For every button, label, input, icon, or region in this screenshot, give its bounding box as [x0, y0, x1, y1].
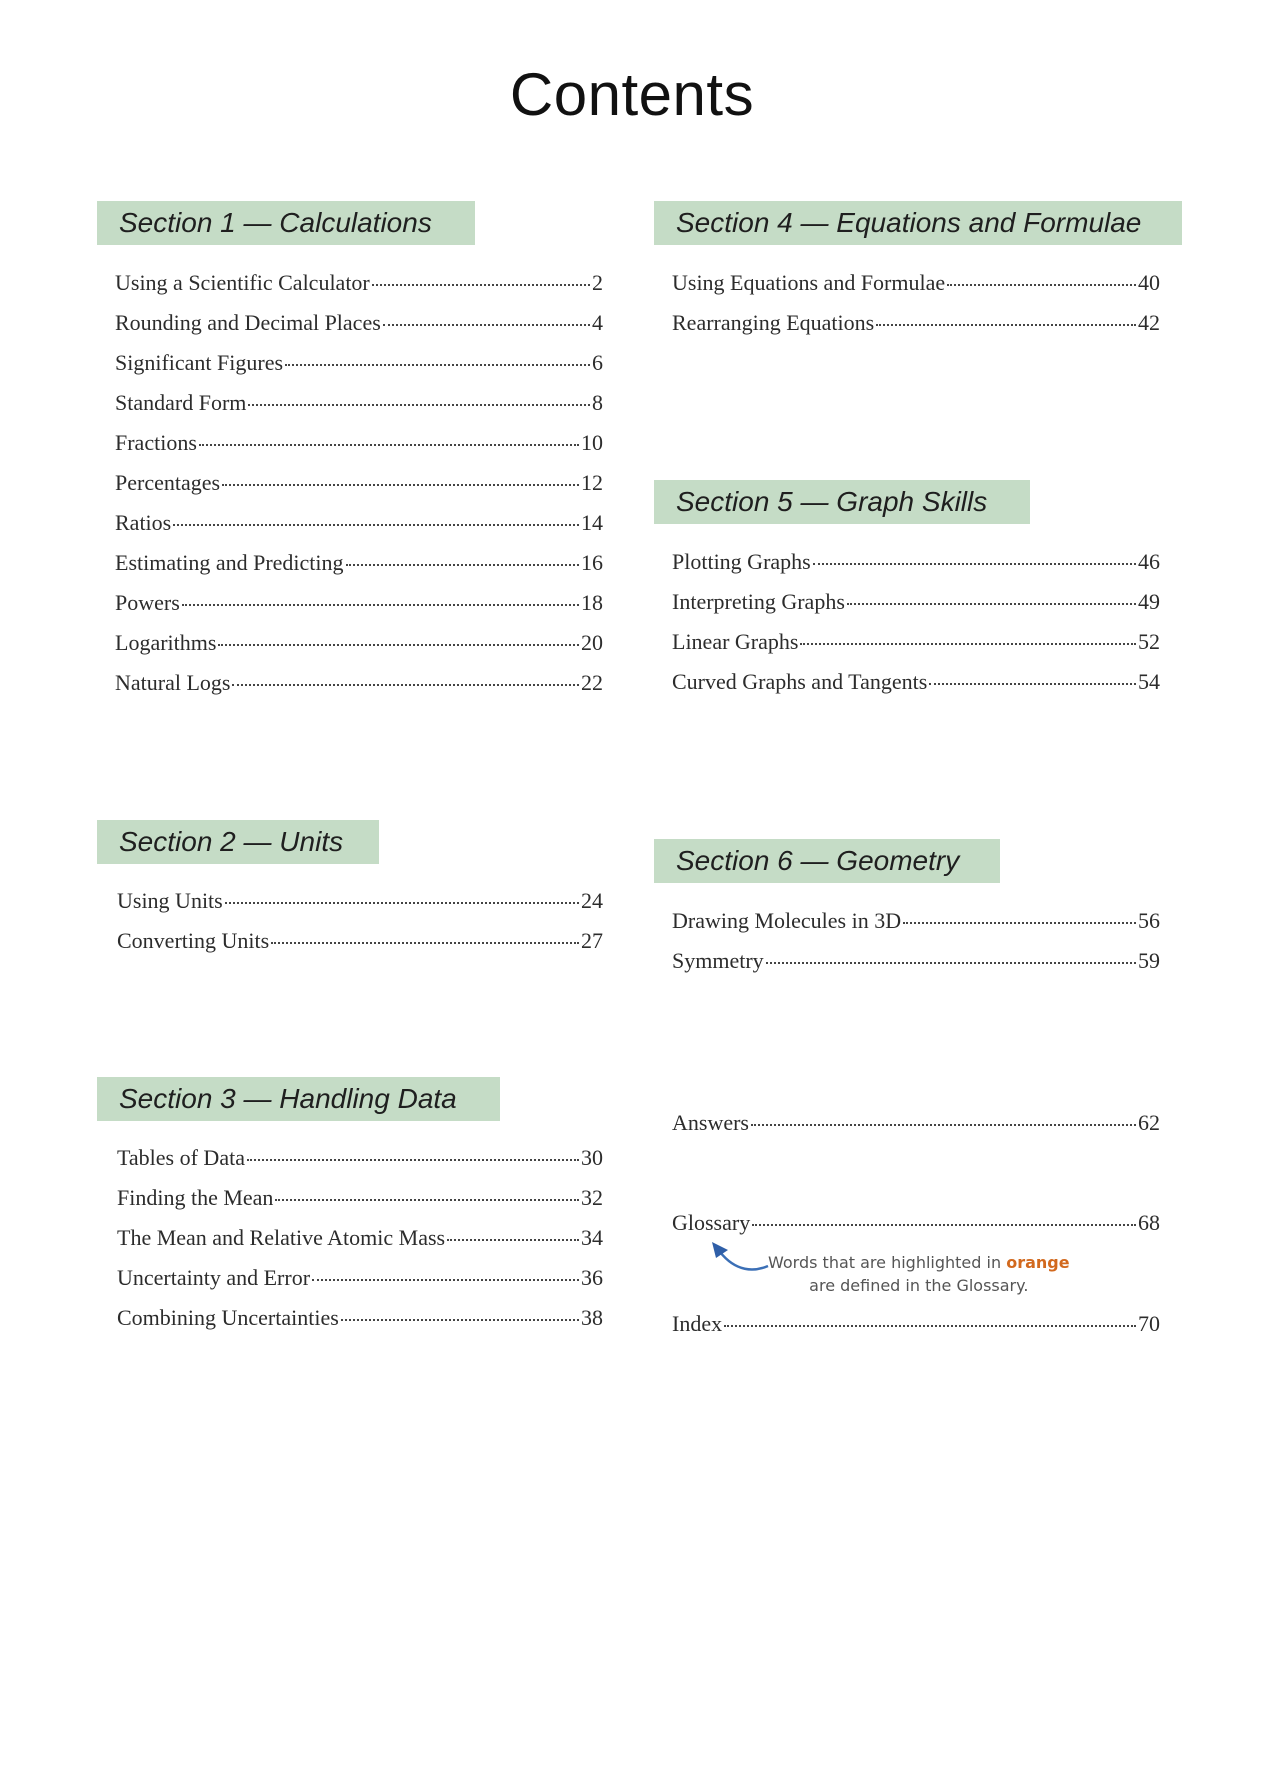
leader-dots	[285, 364, 590, 366]
entry-label: Ratios	[115, 510, 172, 535]
entry-label: Estimating and Predicting	[115, 550, 344, 575]
entry-label: Converting Units	[117, 928, 270, 953]
toc-entry[interactable]	[115, 630, 603, 670]
leader-dots	[173, 524, 579, 526]
section-heading-equations: Section 4 — Equations and Formulae	[654, 201, 1182, 245]
section-heading-handling-data: Section 3 — Handling Data	[97, 1077, 500, 1121]
toc-entry[interactable]	[672, 948, 1160, 988]
section-entries-graph-skills	[672, 549, 1160, 709]
back-matter-answers	[672, 1110, 1160, 1150]
leader-dots	[225, 902, 579, 904]
toc-entry[interactable]	[672, 549, 1160, 589]
entry-page: 54	[1138, 669, 1160, 694]
leader-dots	[232, 684, 579, 686]
entry-page: 36	[581, 1265, 603, 1290]
toc-entry[interactable]	[117, 1265, 603, 1305]
leader-dots	[903, 922, 1136, 924]
entry-label: Answers	[672, 1110, 749, 1135]
entry-page: 59	[1138, 948, 1160, 973]
entry-page: 62	[1138, 1110, 1160, 1135]
entry-page: 40	[1138, 270, 1160, 295]
toc-entry[interactable]	[672, 629, 1160, 669]
entry-page: 30	[581, 1145, 603, 1170]
leader-dots	[199, 444, 579, 446]
section-heading-calculations: Section 1 — Calculations	[97, 201, 475, 245]
entry-label: Using Equations and Formulae	[672, 270, 946, 295]
toc-entry[interactable]	[115, 430, 603, 470]
entry-page: 56	[1138, 908, 1160, 933]
section-entries-equations	[672, 270, 1160, 350]
entry-page: 10	[581, 430, 603, 455]
toc-entry[interactable]	[117, 1145, 603, 1185]
leader-dots	[248, 404, 590, 406]
entry-page: 27	[581, 928, 603, 953]
entry-page: 20	[581, 630, 603, 655]
entry-page: 68	[1138, 1210, 1160, 1235]
entry-label: Logarithms	[115, 630, 217, 655]
entry-label: Linear Graphs	[672, 629, 799, 654]
entry-page: 49	[1138, 589, 1160, 614]
leader-dots	[372, 284, 590, 286]
entry-label: Powers	[115, 590, 180, 615]
entry-page: 52	[1138, 629, 1160, 654]
entry-label: Plotting Graphs	[672, 549, 811, 574]
leader-dots	[876, 324, 1136, 326]
entry-page: 70	[1138, 1311, 1160, 1336]
toc-entry[interactable]	[117, 1305, 603, 1345]
leader-dots	[247, 1159, 579, 1161]
toc-entry-answers[interactable]	[672, 1110, 1160, 1150]
leader-dots	[222, 484, 579, 486]
highlight-word: orange	[1006, 1253, 1070, 1272]
curved-arrow-icon	[706, 1238, 772, 1282]
section-heading-units: Section 2 — Units	[97, 820, 379, 864]
toc-entry[interactable]	[117, 1185, 603, 1225]
section-entries-units	[117, 888, 603, 968]
section-entries-geometry	[672, 908, 1160, 988]
toc-entry[interactable]	[115, 310, 603, 350]
entry-page: 14	[581, 510, 603, 535]
leader-dots	[218, 644, 579, 646]
entry-page: 34	[581, 1225, 603, 1250]
toc-entry[interactable]	[117, 1225, 603, 1265]
entry-page: 22	[581, 670, 603, 695]
leader-dots	[312, 1279, 579, 1281]
entry-label: Uncertainty and Error	[117, 1265, 311, 1290]
entry-page: 42	[1138, 310, 1160, 335]
leader-dots	[271, 942, 579, 944]
glossary-note-line1	[768, 1251, 1070, 1274]
entry-label: The Mean and Relative Atomic Mass	[117, 1225, 446, 1250]
entry-label: Combining Uncertainties	[117, 1305, 339, 1330]
back-matter-index	[672, 1311, 1160, 1351]
toc-entry[interactable]	[115, 270, 603, 310]
toc-entry[interactable]	[117, 928, 603, 968]
entry-label: Percentages	[115, 470, 221, 495]
entry-label: Standard Form	[115, 390, 247, 415]
entry-label: Drawing Molecules in 3D	[672, 908, 902, 933]
section-heading-graph-skills: Section 5 — Graph Skills	[654, 480, 1030, 524]
page-title: Contents	[509, 61, 755, 128]
toc-entry[interactable]	[672, 270, 1160, 310]
toc-entry[interactable]	[115, 470, 603, 510]
leader-dots	[847, 603, 1136, 605]
entry-label: Using a Scientific Calculator	[115, 270, 370, 295]
toc-entry[interactable]	[115, 550, 603, 590]
entry-label: Using Units	[117, 888, 223, 913]
entry-label: Significant Figures	[115, 350, 284, 375]
toc-entry[interactable]	[115, 390, 603, 430]
toc-entry[interactable]	[115, 590, 603, 630]
leader-dots	[346, 564, 579, 566]
leader-dots	[182, 604, 579, 606]
leader-dots	[724, 1325, 1136, 1327]
leader-dots	[766, 962, 1136, 964]
toc-entry[interactable]	[117, 888, 603, 928]
entry-page: 8	[592, 390, 603, 415]
glossary-note	[768, 1251, 1070, 1297]
section-heading-geometry: Section 6 — Geometry	[654, 839, 1000, 883]
toc-entry[interactable]	[115, 670, 603, 710]
leader-dots	[752, 1224, 1136, 1226]
toc-entry[interactable]	[115, 510, 603, 550]
leader-dots	[447, 1239, 579, 1241]
toc-entry-index[interactable]	[672, 1311, 1160, 1351]
entry-label: Index	[672, 1311, 723, 1336]
entry-label: Rounding and Decimal Places	[115, 310, 381, 335]
entry-page: 46	[1138, 549, 1160, 574]
entry-label: Rearranging Equations	[672, 310, 875, 335]
entry-page: 6	[592, 350, 603, 375]
section-entries-calculations	[115, 270, 603, 710]
leader-dots	[751, 1124, 1136, 1126]
section-entries-handling-data	[117, 1145, 603, 1345]
entry-page: 4	[592, 310, 603, 335]
glossary-note-line2: are defined in the Glossary.	[809, 1276, 1029, 1295]
toc-entry[interactable]	[672, 669, 1160, 709]
toc-entry[interactable]	[115, 350, 603, 390]
entry-page: 18	[581, 590, 603, 615]
entry-label: Natural Logs	[115, 670, 231, 695]
toc-entry[interactable]	[672, 310, 1160, 350]
entry-label: Finding the Mean	[117, 1185, 274, 1210]
entry-page: 2	[592, 270, 603, 295]
entry-page: 32	[581, 1185, 603, 1210]
leader-dots	[275, 1199, 579, 1201]
note-text: Words that are highlighted in	[768, 1253, 1002, 1272]
toc-entry[interactable]	[672, 908, 1160, 948]
entry-label: Fractions	[115, 430, 197, 455]
entry-page: 24	[581, 888, 603, 913]
leader-dots	[800, 643, 1136, 645]
leader-dots	[813, 563, 1136, 565]
entry-label: Curved Graphs and Tangents	[672, 669, 928, 694]
leader-dots	[341, 1319, 579, 1321]
entry-label: Tables of Data	[117, 1145, 245, 1170]
entry-page: 12	[581, 470, 603, 495]
entry-label: Symmetry	[672, 948, 764, 973]
toc-entry[interactable]	[672, 589, 1160, 629]
entry-page: 16	[581, 550, 603, 575]
entry-label: Glossary	[672, 1210, 751, 1235]
leader-dots	[929, 683, 1136, 685]
leader-dots	[383, 324, 590, 326]
entry-label: Interpreting Graphs	[672, 589, 845, 614]
entry-page: 38	[581, 1305, 603, 1330]
leader-dots	[947, 284, 1136, 286]
